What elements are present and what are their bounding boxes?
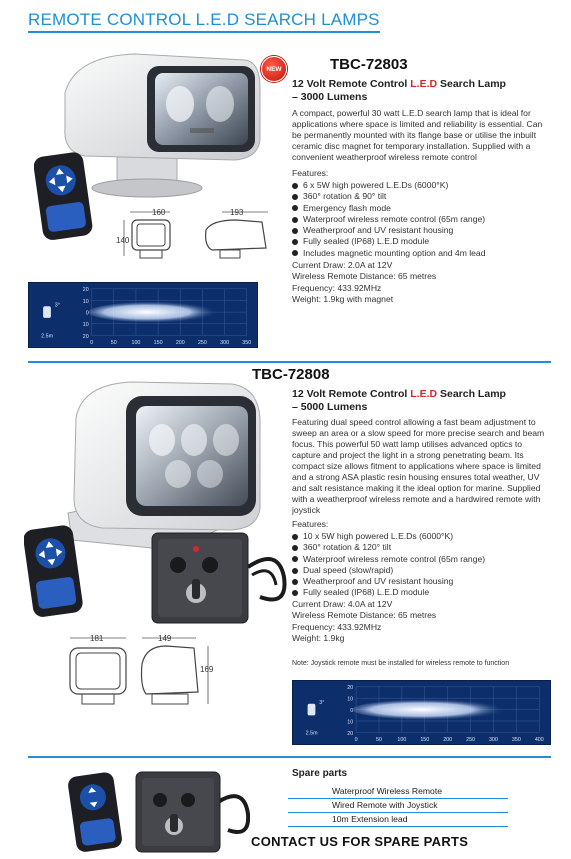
y-tick-label: 20 [347,730,354,737]
title-lumens: – 3000 Lumens [292,91,368,103]
dimension-drawing-72808-front [64,634,134,710]
bullet-icon [292,239,298,245]
wireless-remote-image-2 [24,525,84,617]
range-label: 2.5m [305,730,318,737]
wireless-remote-image-1 [34,152,94,240]
x-tick-label: 350 [242,340,252,347]
section-divider [28,756,551,758]
x-tick-label: 0 [90,340,94,347]
feature-item [292,531,485,542]
x-tick-label: 400 [534,737,544,744]
features-list-72803 [292,180,486,259]
bullet-icon [292,579,298,585]
feature-item [292,587,485,598]
specs-72808 [292,599,436,644]
bullet-icon [292,534,298,540]
beam-angle-label: 3° [54,302,60,309]
spare-joystick-remote-image [132,768,250,856]
feature-item [292,214,486,225]
bullet-icon [292,250,298,256]
spare-part-item: 10m Extension lead [288,812,508,827]
feature-text: Waterproof wireless remote control (65m range) [303,213,486,224]
spare-part-item: Waterproof Wireless Remote [288,784,508,799]
specs-72803 [292,260,436,305]
feature-item [292,236,486,247]
product-description-72803: A compact, powerful 30 watt L.E.D search lamp that is ideal for applications where space is limited and reliability is essential. Can be permanently mounted with its flange base or utilise the inbuilt ceramic disc magnet for temporary installation. Supplied with a convenient weatherproof wireless remote control [292,108,543,162]
spare-parts-heading: Spare parts [292,768,348,779]
title-led-red: L.E.D [410,78,438,90]
joystick-note: Note: Joystick remote must be installed for wireless remote to function [292,660,510,667]
spare-wireless-remote-image [68,772,124,852]
x-tick-label: 350 [511,737,521,744]
feature-text: Weatherproof and UV resistant housing [303,225,454,236]
product-code-72803: TBC-72803 [330,56,408,73]
spec-line: Wireless Remote Distance: 65 metres [292,271,437,282]
bullet-icon [292,194,298,200]
features-heading-72803: Features: [292,168,329,178]
feature-text: Weatherproof and UV resistant housing [303,576,454,587]
feature-text: Waterproof wireless remote control (65m range) [303,553,486,564]
dimension-width-label: 160 [152,208,166,217]
y-tick-label: 20 [347,685,354,692]
feature-text: Fully sealed (IP68) L.E.D module [303,587,430,598]
bullet-icon [292,545,298,551]
x-tick-label: 100 [397,737,407,744]
lamp-icon [43,306,51,318]
feature-text: Includes magnetic mounting option and 4m lead [303,247,486,258]
title-text-b: Search Lamp [437,388,506,400]
spec-line: Current Draw: 4.0A at 12V [292,599,393,609]
x-tick-label: 150 [153,340,163,347]
title-lumens: – 5000 Lumens [292,401,368,413]
bullet-icon [292,556,298,562]
y-tick-label: 20 [82,333,89,340]
joystick-remote-image [148,527,288,627]
title-text-a: 12 Volt Remote Control [292,388,411,400]
beam-shape [89,302,219,322]
x-tick-label: 200 [175,340,185,347]
product-description-72808: Featuring dual speed control allowing a fast beam adjustment to sweep an area or a slow speed for more precise search and beam focus. This powerful 50 watt lamp utilises advanced optics to capture and project the light in a strong penetrating beam. Its compact size allows fitment to applications where space is limited and a strong ASA plastic resin housing ensures total weather, UV and salt resistance making it the ideal option for marine. Supplied with a weatherproof wireless remote and a hardwired remote with joystick [292,417,545,515]
feature-item [292,203,486,214]
feature-item [292,565,485,576]
x-tick-label: 150 [420,737,430,744]
bullet-icon [292,183,298,189]
product-code-72808: TBC-72808 [252,366,330,383]
beam-shape [352,700,506,720]
feature-item [292,191,486,202]
y-tick-label: 0 [85,310,89,317]
feature-text: Emergency flash mode [303,202,391,213]
y-tick-label: 10 [347,719,354,726]
feature-item [292,248,486,259]
page-heading: REMOTE CONTROL L.E.D SEARCH LAMPS [28,10,380,33]
y-tick-label: 10 [82,322,89,329]
spare-part-item: Wired Remote with Joystick [288,798,508,813]
beam-angle-label: 3° [319,699,325,706]
feature-text: Fully sealed (IP68) L.E.D module [303,236,430,247]
dimension-depth-label: 149 [158,634,172,643]
range-label: 2.5m [41,333,54,340]
spec-line: Weight: 1.9kg with magnet [292,293,394,304]
y-tick-label: 0 [350,708,354,715]
dimension-depth-label: 193 [230,208,244,217]
features-heading-72808: Features: [292,519,329,529]
feature-text: 360° rotation & 120° tilt [303,542,392,553]
feature-text: 360° rotation & 90° tilt [303,191,387,202]
bullet-icon [292,590,298,596]
new-badge: NEW [261,56,287,82]
y-tick-label: 20 [82,287,89,294]
feature-text: 6 x 5W high powered L.E.Ds (6000°K) [303,180,449,190]
bullet-icon [292,217,298,223]
contact-spare-parts: CONTACT US FOR SPARE PARTS [251,834,469,849]
spec-line: Current Draw: 2.0A at 12V [292,260,393,270]
title-led-red: L.E.D [410,388,438,400]
x-tick-label: 250 [466,737,476,744]
bullet-icon [292,205,298,211]
feature-item [292,180,486,191]
product-title-72808 [292,388,506,414]
feature-item [292,576,485,587]
spec-line: Frequency: 433.92MHz [292,621,382,632]
feature-text: Dual speed (slow/rapid) [303,564,394,575]
lamp-icon [308,704,316,716]
title-text-a: 12 Volt Remote Control [292,78,411,90]
section-divider [28,361,551,363]
spec-line: Wireless Remote Distance: 65 metres [292,610,437,621]
spec-line: Frequency: 433.92MHz [292,282,382,293]
beam-chart-72808 [292,680,551,745]
beam-chart-72803 [28,282,258,348]
x-tick-label: 50 [376,737,382,744]
feature-text: 10 x 5W high powered L.E.Ds (6000°K) [303,531,454,541]
feature-item [292,554,485,565]
dimension-drawing-72803-side [200,208,272,268]
y-tick-label: 10 [347,696,354,703]
dimension-height-label: 140 [116,236,130,245]
x-tick-label: 100 [131,340,141,347]
spec-line: Weight: 1.9kg [292,632,345,643]
dimension-height-label: 169 [200,665,214,674]
product-title-72803 [292,78,506,104]
feature-item [292,225,486,236]
x-tick-label: 300 [220,340,230,347]
title-text-b: Search Lamp [437,78,506,90]
y-tick-label: 10 [82,298,89,305]
x-tick-label: 300 [489,737,498,744]
dimension-width-label: 181 [90,634,104,643]
feature-item [292,542,485,553]
bullet-icon [292,568,298,574]
features-list-72808 [292,531,485,599]
bullet-icon [292,228,298,234]
x-tick-label: 0 [354,737,358,744]
x-tick-label: 200 [443,737,453,744]
x-tick-label: 50 [110,340,117,347]
x-tick-label: 250 [197,340,207,347]
